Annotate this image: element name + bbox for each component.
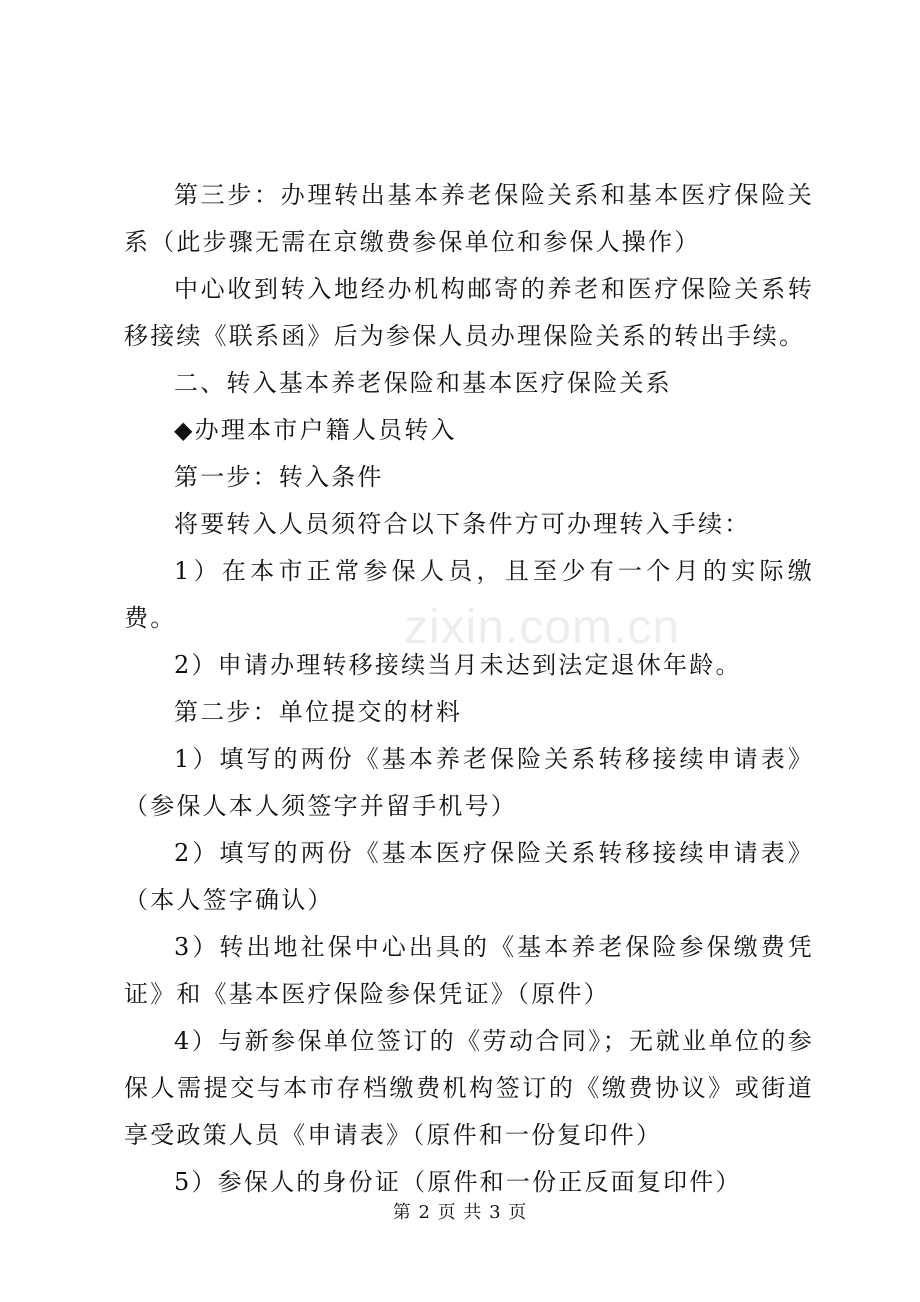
watermark: zixin.com.cn [404,601,681,654]
list-item-condition-1: 1）在本市正常参保人员，且至少有一个月的实际缴费。 [124,557,814,632]
paragraph-step1-intro: 将要转入人员须符合以下条件方可办理转入手续： [174,510,751,538]
subheading-local-residents: ◆办理本市户籍人员转入 [174,416,457,444]
page-footer: 第 2 页 共 3 页 [392,1202,528,1223]
list-item-material-3: 3）转出地社保中心出具的《基本养老保险参保缴费凭证》和《基本医疗保险参保凭证》（原件） [124,933,814,1008]
list-item-condition-2: 2）申请办理转移接续当月未达到法定退休年龄。 [174,651,742,679]
section-heading-transfer-in: 二、转入基本养老保险和基本医疗保险关系 [174,369,672,397]
list-item-material-1: 1）填写的两份《基本养老保险关系转移接续申请表》（参保人本人须签字并留手机号） [124,745,814,820]
list-item-material-5: 5）参保人的身份证（原件和一份正反面复印件） [174,1168,742,1196]
document-body [124,172,814,1206]
paragraph-step3-desc: 中心收到转入地经办机构邮寄的养老和医疗保险关系转移接续《联系函》后为参保人员办理保险关系的转出手续。 [124,275,814,350]
list-item-material-4: 4）与新参保单位签订的《劳动合同》；无就业单位的参保人需提交与本市存档缴费机构签订的《缴费协议》或街道享受政策人员《申请表》（原件和一份复印件） [124,1027,814,1149]
list-item-material-2: 2）填写的两份《基本医疗保险关系转移接续申请表》（本人签字确认） [124,839,814,914]
paragraph-step1-title: 第一步：转入条件 [174,463,384,491]
paragraph-step3-title: 第三步：办理转出基本养老保险关系和基本医疗保险关系（此步骤无需在京缴费参保单位和参保人操作） [124,181,814,256]
paragraph-step2-title: 第二步：单位提交的材料 [174,698,463,726]
